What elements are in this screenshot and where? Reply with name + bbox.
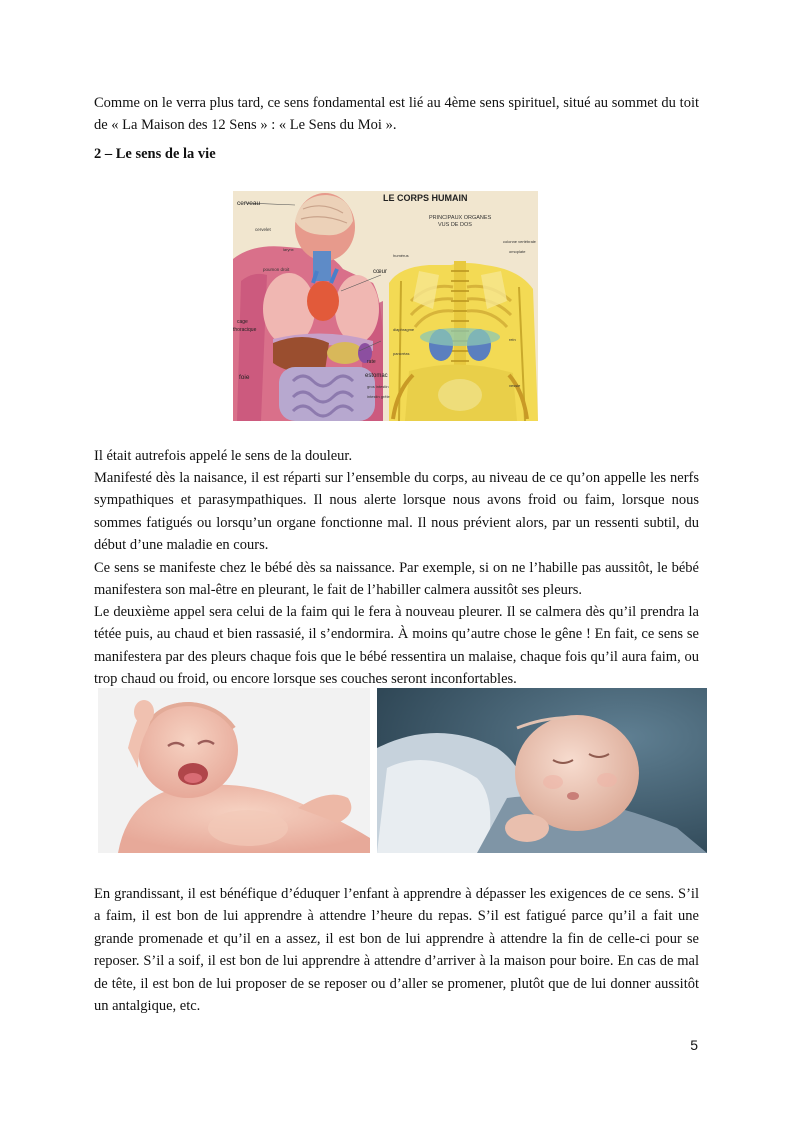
paragraph-education: En grandissant, il est bénéfique d’éduquer l’enfant à apprendre à dépasser les exigences de ce sens. S’il a faim, il est bon de lui apprendre à attendre l’heure du repas. S’il est fatigué parce qu’il a fait une grande promenade et qu’il en a assez, il est bon de lui apprendre à attendre la fin de celle-ci pour se reposer. S’il a soif, il est bon de lui apprendre à attendre d’arriver à la maison pour boire. En cas de mal de tête, il est bon de lui proposer de se reposer ou d’aller se promener, plutôt que de lui donner aussitôt un antalgique, etc. [94,886,699,1015]
label-cage: cage [237,319,248,325]
paragraph-bebe-faim: Le deuxième appel sera celui de la faim qui le fera à nouveau pleurer. Il se calmera dès qu’il prendra la tétée puis, au chaud et bien rassasié, il s’endormira. À moins qu’autre chose le gêne ! En fait, ce sens se manifestera par des pleurs chaque fois que le bébé ressentira un malaise, chaque fois qu’il aura faim, ou trop chaud ou froid, ou encore lorsque ses couches seront inconfortables. [94,604,699,688]
label-humerus: humérus [393,253,409,258]
label-poumon-droit: poumon droit [263,267,290,272]
label-rein: rein [509,337,516,342]
label-omoplate: omoplate [509,249,526,254]
poster-subtitle-2: VUS DE DOS [438,222,472,228]
label-rate: rate [367,359,376,365]
page-number: 5 [690,1037,698,1053]
label-intestin-grele: intestin grêle [367,394,390,399]
label-estomac: estomac [365,373,388,379]
label-coeur: cœur [373,269,387,275]
poster-subtitle-1: PRINCIPAUX ORGANES [429,215,492,221]
sleeping-baby-photo [377,688,707,853]
label-cervelet: cervelet [255,227,271,232]
paragraph-intro: Comme on le verra plus tard, ce sens fondamental est lié au 4ème sens spirituel, situé au sommet du toit de « La Maison des 12 Sens » : « Le Sens du Moi ». [94,95,699,134]
section-heading: 2 – Le sens de la vie [94,146,216,162]
label-gros-intestin: gros intestin [367,384,389,389]
label-vessie: vessie [509,383,521,388]
label-diaphragme: diaphragme [393,327,415,332]
poster-title: LE CORPS HUMAIN [383,193,468,203]
paragraph-bebe-naissance: Ce sens se manifeste chez le bébé dès sa naissance. Par exemple, si on ne l’habille pas aussitôt, le bébé manifestera son mal-être en pleurant, le fait de l’habiller calmera aussitôt ses pleurs. [94,560,699,599]
label-colonne-vertebrale: colonne vertébrale [503,239,536,244]
label-foie: foie [239,374,250,381]
paragraph-douleur-title: Il était autrefois appelé le sens de la douleur. [94,448,353,464]
anatomy-poster-image [233,191,538,421]
label-thoracique: thoracique [233,327,257,333]
paragraph-douleur-body: Manifesté dès la naisance, il est réparti sur l’ensemble du corps, au niveau de ce qu’on appelle les nerfs sympathiques et parasympathiques. Il nous alerte lorsque nous avons froid ou faim, lorsque nous sommes fatigués ou lorsqu’un organe fonctionne mal. Il nous prévient alors, par un ressenti subtil, du début d’une maladie en cours. [94,470,699,554]
crying-baby-photo [98,688,370,853]
label-larynx: larynx [283,247,294,252]
label-pancreas: pancréas [393,351,410,356]
label-cerveau: cerveau [237,200,261,207]
